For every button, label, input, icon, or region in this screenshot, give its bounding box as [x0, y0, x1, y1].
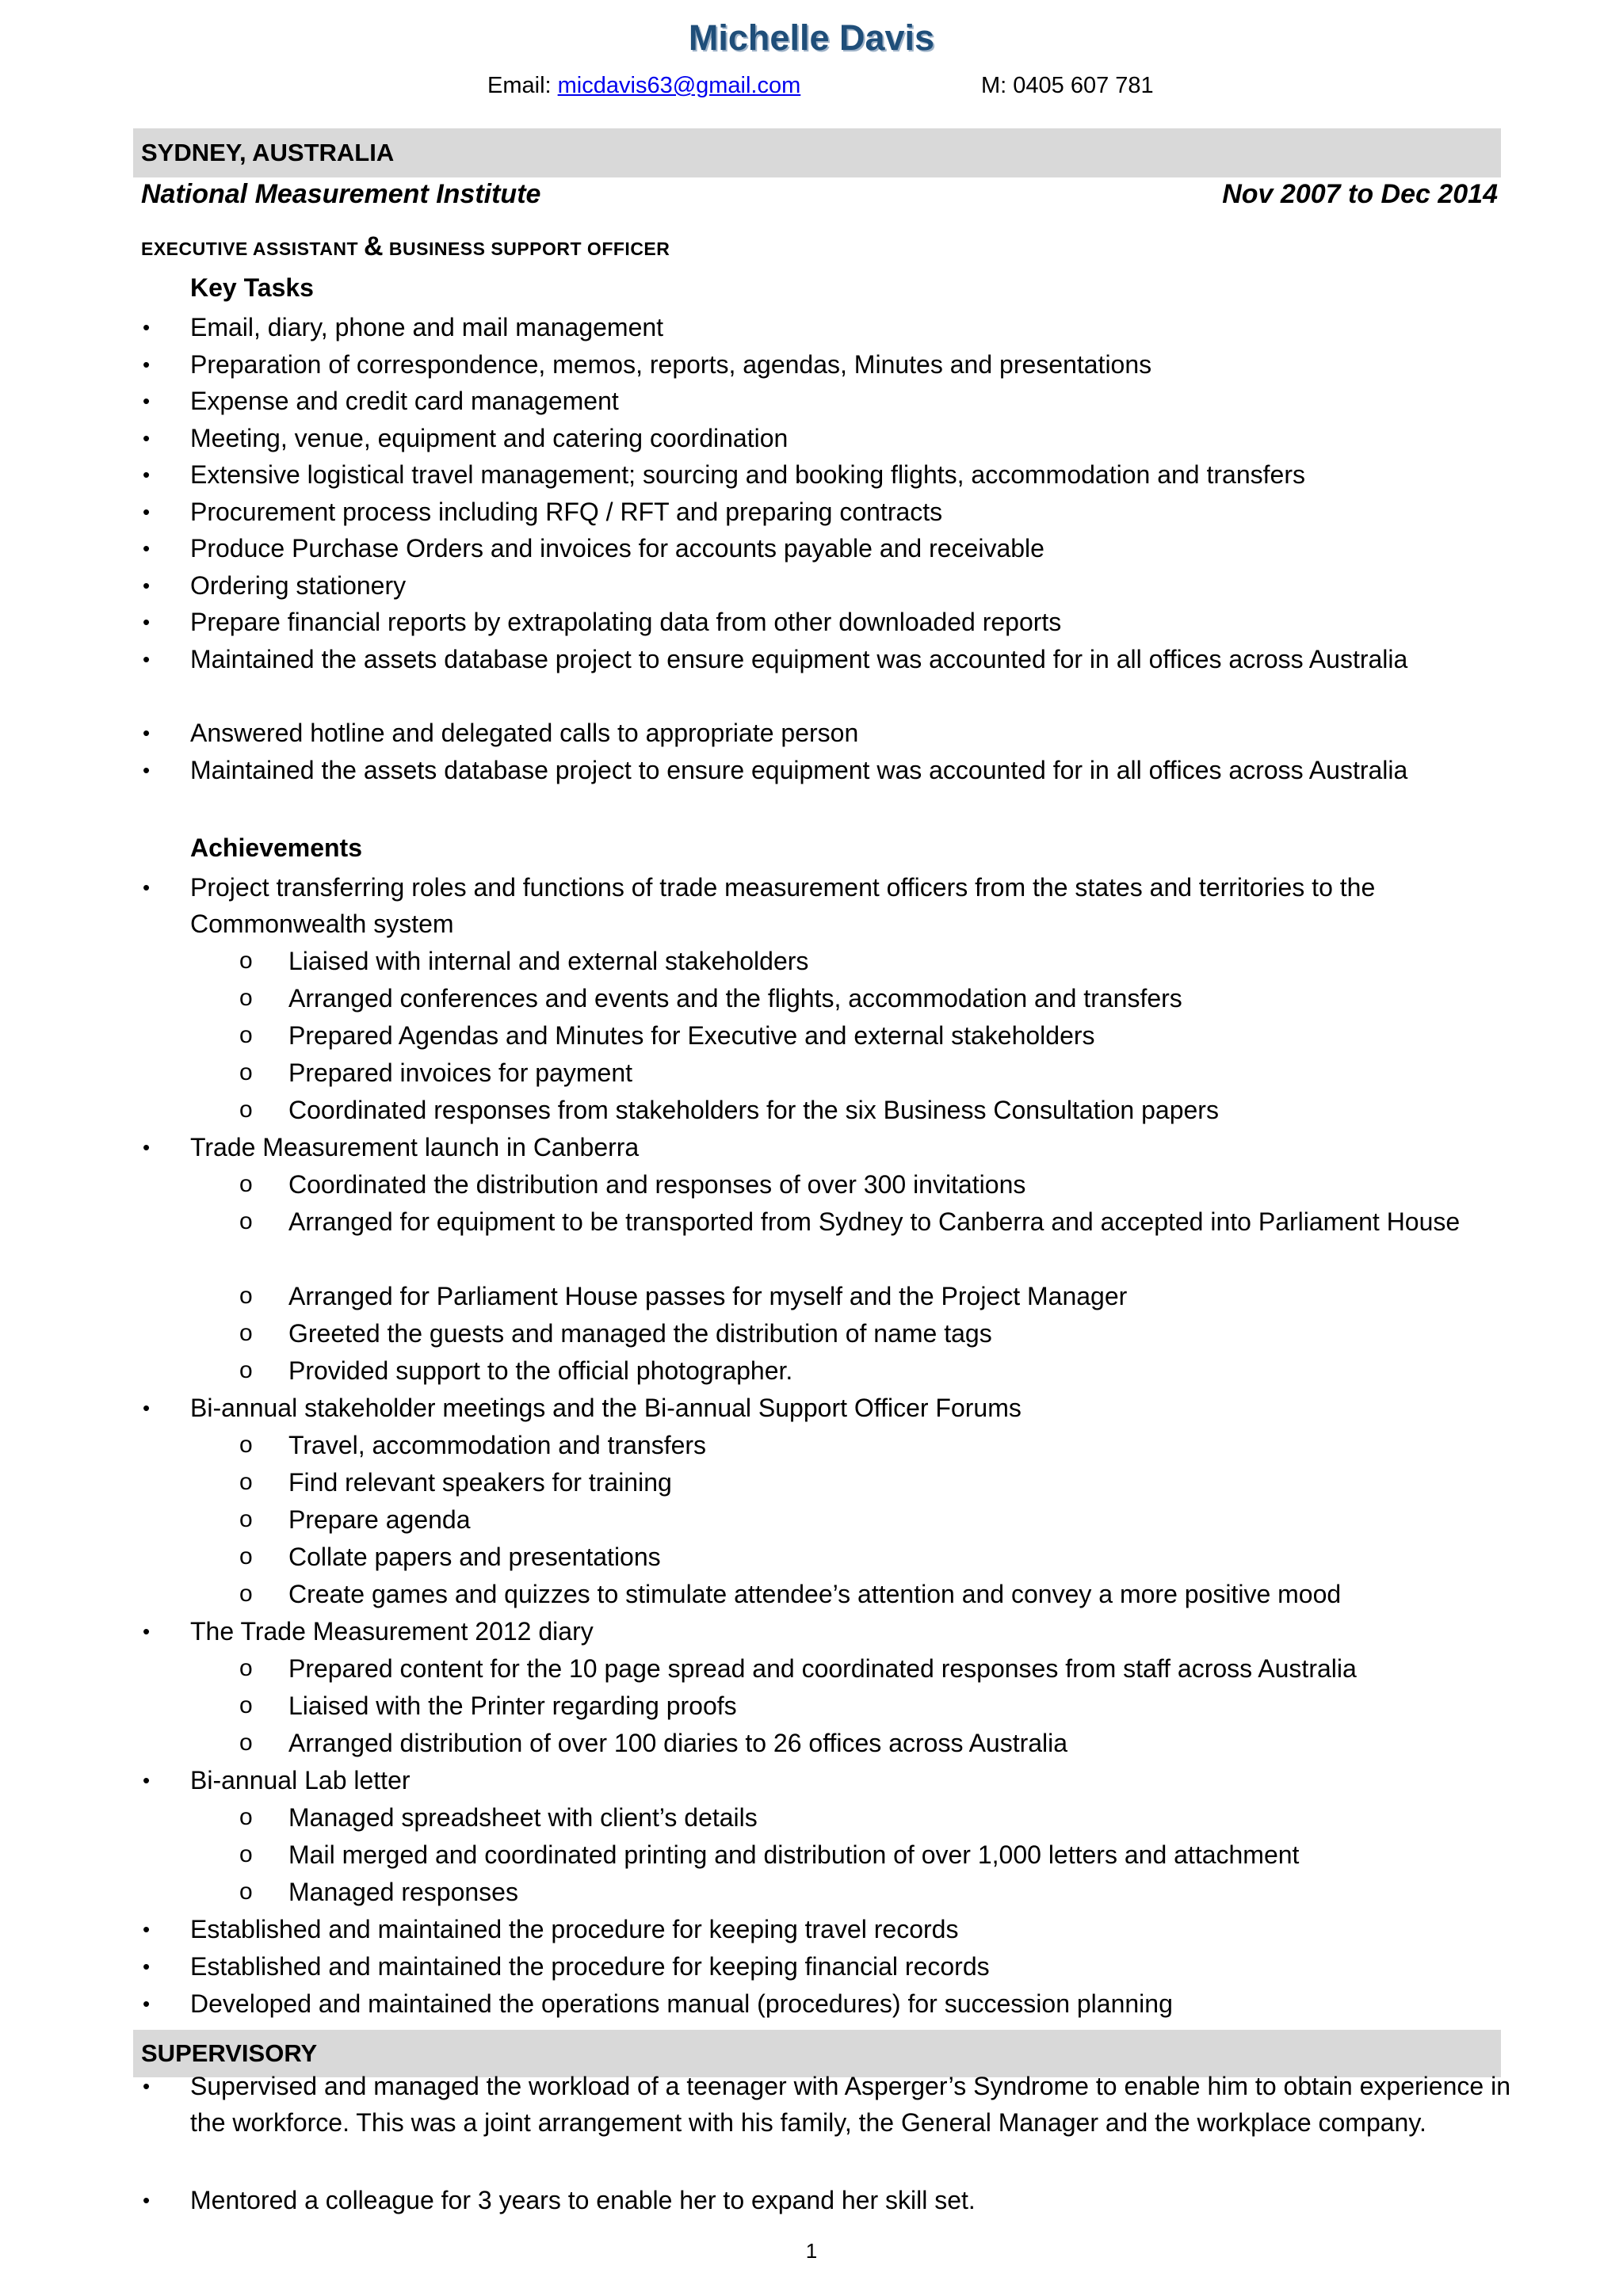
- email-link[interactable]: micdavis63@gmail.com: [557, 73, 801, 98]
- sub-list-item: Collate papers and presentations: [288, 1543, 661, 1571]
- sub-bullet-icon: o: [239, 1804, 253, 1830]
- bullet-icon: •: [143, 315, 151, 339]
- section-supervisory: SUPERVISORY: [133, 2030, 1501, 2077]
- sub-bullet-icon: o: [239, 1506, 253, 1532]
- sub-bullet-icon: o: [239, 1097, 253, 1123]
- sub-list-item: Travel, accommodation and transfers: [288, 1431, 707, 1459]
- list-item: Developed and maintained the operations manual (procedures) for succession planning: [190, 1989, 1173, 2018]
- bullet-icon: •: [143, 1619, 151, 1643]
- list-item: Ordering stationery: [190, 571, 407, 600]
- sub-list-item: Arranged distribution of over 100 diaries to 26 offices across Australia: [288, 1729, 1068, 1757]
- list-item: Maintained the assets database project to ensure equipment was accounted for in all offices across Australia: [190, 645, 1408, 673]
- bullet-icon: •: [143, 1768, 151, 1792]
- sub-bullet-icon: o: [239, 1730, 253, 1756]
- sub-list-item: Arranged for Parliament House passes for myself and the Project Manager: [288, 1282, 1128, 1310]
- list-item: Supervised and managed the workload of a teenager with Asperger’s Syndrome to enable him to obtain experience in the workforce. This was a joint arrangement with his family, the General Manager and the workplace company.: [190, 2072, 1510, 2137]
- sub-bullet-icon: o: [239, 948, 253, 974]
- bullet-icon: •: [143, 500, 151, 524]
- sub-bullet-icon: o: [239, 1432, 253, 1458]
- bullet-icon: •: [143, 2188, 151, 2212]
- sub-list-item: Liaised with internal and external stakeholders: [288, 947, 809, 975]
- job-title-part2: BUSINESS SUPPORT OFFICER: [388, 238, 670, 259]
- sub-list-item: Mail merged and coordinated printing and distribution of over 1,000 letters and attachment: [288, 1840, 1300, 1869]
- sub-bullet-icon: o: [239, 1208, 253, 1234]
- list-item: Expense and credit card management: [190, 387, 619, 415]
- bullet-icon: •: [143, 610, 151, 634]
- section-location: SYDNEY, AUSTRALIA: [133, 128, 1501, 177]
- sub-list-item: Managed spreadsheet with client’s details: [288, 1803, 758, 1832]
- sub-list-item: Managed responses: [288, 1878, 518, 1906]
- bullet-icon: •: [143, 1135, 151, 1159]
- bullet-icon: •: [143, 353, 151, 376]
- list-item: Email, diary, phone and mail management: [190, 313, 664, 341]
- sub-bullet-icon: o: [239, 1283, 253, 1309]
- bullet-icon: •: [143, 2074, 151, 2098]
- sub-bullet-icon: o: [239, 1841, 253, 1867]
- list-item: Bi-annual Lab letter: [190, 1766, 411, 1794]
- list-item: Mentored a colleague for 3 years to enable her to expand her skill set.: [190, 2186, 976, 2214]
- sub-bullet-icon: o: [239, 1543, 253, 1569]
- sub-list-item: Prepare agenda: [288, 1505, 471, 1534]
- bullet-icon: •: [143, 1917, 151, 1941]
- list-item: Established and maintained the procedure for keeping financial records: [190, 1952, 990, 1981]
- bullet-icon: •: [143, 875, 151, 899]
- sub-list-item: Arranged conferences and events and the flights, accommodation and transfers: [288, 984, 1182, 1013]
- sub-bullet-icon: o: [239, 1469, 253, 1495]
- bullet-icon: •: [143, 1992, 151, 2016]
- list-item: Bi-annual stakeholder meetings and the Bi-annual Support Officer Forums: [190, 1394, 1022, 1422]
- sub-bullet-icon: o: [239, 1692, 253, 1718]
- list-item: Project transferring roles and functions of trade measurement officers from the states and territories to the Commonwealth system: [190, 873, 1376, 938]
- candidate-name: Michelle Davis: [688, 17, 935, 58]
- job-title-ampersand: &: [363, 231, 384, 261]
- list-item: Established and maintained the procedure for keeping travel records: [190, 1915, 959, 1943]
- list-item: Meeting, venue, equipment and catering coordination: [190, 424, 789, 452]
- list-item: Maintained the assets database project to ensure equipment was accounted for in all offices across Australia: [190, 756, 1408, 784]
- sub-list-item: Prepared content for the 10 page spread and coordinated responses from staff across Australia: [288, 1654, 1357, 1683]
- sub-bullet-icon: o: [239, 985, 253, 1011]
- sub-list-item: Prepared invoices for payment: [288, 1058, 632, 1087]
- bullet-icon: •: [143, 426, 151, 450]
- list-item: Produce Purchase Orders and invoices for accounts payable and receivable: [190, 534, 1044, 563]
- sub-list-item: Coordinated the distribution and responses of over 300 invitations: [288, 1170, 1026, 1199]
- list-item: Trade Measurement launch in Canberra: [190, 1133, 640, 1161]
- sub-bullet-icon: o: [239, 1878, 253, 1905]
- email-label: Email:: [487, 73, 552, 98]
- sub-bullet-icon: o: [239, 1357, 253, 1383]
- list-item: Procurement process including RFQ / RFT and preparing contracts: [190, 498, 943, 526]
- list-item: Preparation of correspondence, memos, reports, agendas, Minutes and presentations: [190, 350, 1152, 379]
- sub-list-item: Create games and quizzes to stimulate attendee’s attention and convey a more positive mood: [288, 1580, 1342, 1608]
- bullet-icon: •: [143, 389, 151, 413]
- sub-list-item: Greeted the guests and managed the distribution of name tags: [288, 1319, 992, 1348]
- employment-dates: Nov 2007 to Dec 2014: [1222, 179, 1498, 209]
- sub-list-item: Prepared Agendas and Minutes for Executive and external stakeholders: [288, 1021, 1095, 1050]
- employer-name: National Measurement Institute: [141, 179, 541, 209]
- list-item: The Trade Measurement 2012 diary: [190, 1617, 594, 1646]
- sub-list-item: Provided support to the official photographer.: [288, 1356, 793, 1385]
- job-title: [141, 231, 670, 262]
- list-item: Extensive logistical travel management; sourcing and booking flights, accommodation and transfers: [190, 460, 1305, 489]
- bullet-icon: •: [143, 758, 151, 782]
- mobile-number: M: 0405 607 781: [981, 73, 1154, 98]
- bullet-icon: •: [143, 1955, 151, 1978]
- sub-bullet-icon: o: [239, 1171, 253, 1197]
- sub-bullet-icon: o: [239, 1581, 253, 1607]
- bullet-icon: •: [143, 574, 151, 597]
- list-item: Answered hotline and delegated calls to appropriate person: [190, 719, 859, 747]
- sub-list-item: Liaised with the Printer regarding proofs: [288, 1691, 737, 1720]
- list-item: Prepare financial reports by extrapolating data from other downloaded reports: [190, 608, 1062, 636]
- bullet-icon: •: [143, 463, 151, 486]
- sub-bullet-icon: o: [239, 1022, 253, 1048]
- bullet-icon: •: [143, 647, 151, 671]
- sub-bullet-icon: o: [239, 1059, 253, 1085]
- job-title-part1: EXECUTIVE ASSISTANT: [141, 238, 359, 259]
- page-number: 1: [805, 2239, 818, 2263]
- email-line: [487, 70, 800, 101]
- sub-bullet-icon: o: [239, 1655, 253, 1681]
- bullet-icon: •: [143, 1396, 151, 1420]
- bullet-icon: •: [143, 536, 151, 560]
- sub-list-item: Coordinated responses from stakeholders for the six Business Consultation papers: [288, 1096, 1219, 1124]
- sub-list-item: Arranged for equipment to be transported from Sydney to Canberra and accepted into Parliament House: [288, 1207, 1461, 1236]
- sub-list-item: Find relevant speakers for training: [288, 1468, 672, 1497]
- key-tasks-heading: Key Tasks: [190, 273, 314, 302]
- achievements-heading: Achievements: [190, 833, 362, 862]
- bullet-icon: •: [143, 721, 151, 745]
- sub-bullet-icon: o: [239, 1320, 253, 1346]
